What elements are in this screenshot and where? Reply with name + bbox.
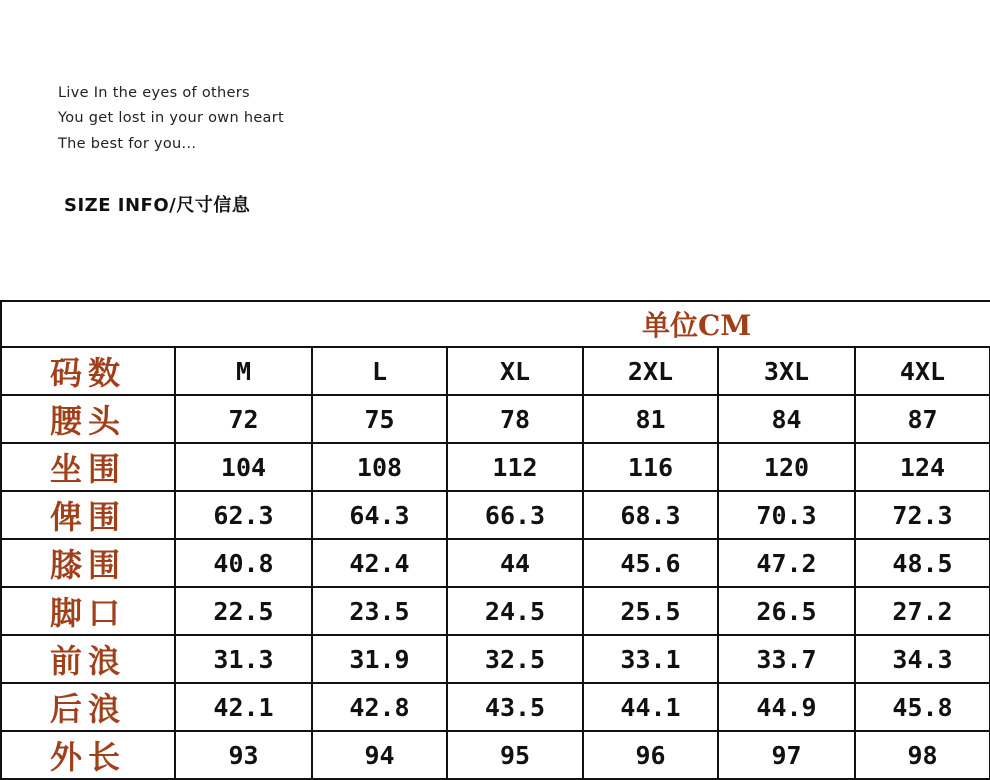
measurement-row: [1, 731, 990, 779]
measurement-label: 俾围: [1, 491, 175, 539]
measurement-value: 48.5: [855, 539, 990, 587]
size-table: [0, 300, 990, 780]
measurement-value: 94: [312, 731, 447, 779]
measurement-value: 42.4: [312, 539, 447, 587]
measurement-value: 26.5: [718, 587, 855, 635]
measurement-value: 45.6: [583, 539, 718, 587]
size-cell: M: [175, 347, 312, 395]
unit-label: 单位CM: [1, 301, 990, 347]
measurement-row: [1, 443, 990, 491]
measurement-value: 68.3: [583, 491, 718, 539]
measurement-value: 66.3: [447, 491, 583, 539]
measurement-value: 31.3: [175, 635, 312, 683]
measurement-value: 75: [312, 395, 447, 443]
measurement-value: 40.8: [175, 539, 312, 587]
measurement-label: 膝围: [1, 539, 175, 587]
tagline-line-2: You get lost in your own heart: [58, 110, 284, 126]
measurement-value: 27.2: [855, 587, 990, 635]
measurement-value: 81: [583, 395, 718, 443]
measurement-value: 22.5: [175, 587, 312, 635]
measurement-row: [1, 635, 990, 683]
measurement-value: 42.8: [312, 683, 447, 731]
measurement-value: 72.3: [855, 491, 990, 539]
measurement-value: 44: [447, 539, 583, 587]
measurement-value: 62.3: [175, 491, 312, 539]
measurement-value: 32.5: [447, 635, 583, 683]
measurement-value: 24.5: [447, 587, 583, 635]
measurement-value: 87: [855, 395, 990, 443]
measurement-row: [1, 491, 990, 539]
measurement-value: 44.9: [718, 683, 855, 731]
size-header-row: [1, 347, 990, 395]
measurement-value: 72: [175, 395, 312, 443]
measurement-label: 脚口: [1, 587, 175, 635]
measurement-value: 34.3: [855, 635, 990, 683]
measurement-row: [1, 539, 990, 587]
measurement-row: [1, 683, 990, 731]
measurement-value: 78: [447, 395, 583, 443]
measurement-value: 108: [312, 443, 447, 491]
measurement-value: 95: [447, 731, 583, 779]
measurement-value: 23.5: [312, 587, 447, 635]
measurement-label: 腰头: [1, 395, 175, 443]
measurement-label: 外长: [1, 731, 175, 779]
measurement-value: 25.5: [583, 587, 718, 635]
measurement-label: 后浪: [1, 683, 175, 731]
size-cell: 3XL: [718, 347, 855, 395]
size-info-heading: SIZE INFO/尺寸信息: [64, 195, 251, 216]
measurement-value: 116: [583, 443, 718, 491]
measurement-label: 前浪: [1, 635, 175, 683]
measurement-value: 104: [175, 443, 312, 491]
measurement-value: 97: [718, 731, 855, 779]
measurement-value: 64.3: [312, 491, 447, 539]
measurement-value: 98: [855, 731, 990, 779]
measurement-value: 84: [718, 395, 855, 443]
measurement-value: 124: [855, 443, 990, 491]
size-cell: 4XL: [855, 347, 990, 395]
measurement-label: 坐围: [1, 443, 175, 491]
measurement-value: 31.9: [312, 635, 447, 683]
measurement-value: 120: [718, 443, 855, 491]
size-cell: L: [312, 347, 447, 395]
unit-row: [1, 301, 990, 347]
measurement-value: 45.8: [855, 683, 990, 731]
measurement-value: 42.1: [175, 683, 312, 731]
size-cell: 2XL: [583, 347, 718, 395]
measurement-value: 33.7: [718, 635, 855, 683]
tagline-line-1: Live In the eyes of others: [58, 85, 250, 101]
size-cell: XL: [447, 347, 583, 395]
measurement-row: [1, 587, 990, 635]
measurement-value: 112: [447, 443, 583, 491]
measurement-value: 70.3: [718, 491, 855, 539]
tagline-line-3: The best for you...: [58, 136, 197, 152]
measurement-value: 33.1: [583, 635, 718, 683]
measurement-row: [1, 395, 990, 443]
measurement-value: 44.1: [583, 683, 718, 731]
measurement-value: 96: [583, 731, 718, 779]
size-label: 码数: [1, 347, 175, 395]
measurement-value: 43.5: [447, 683, 583, 731]
measurement-value: 47.2: [718, 539, 855, 587]
measurement-value: 93: [175, 731, 312, 779]
